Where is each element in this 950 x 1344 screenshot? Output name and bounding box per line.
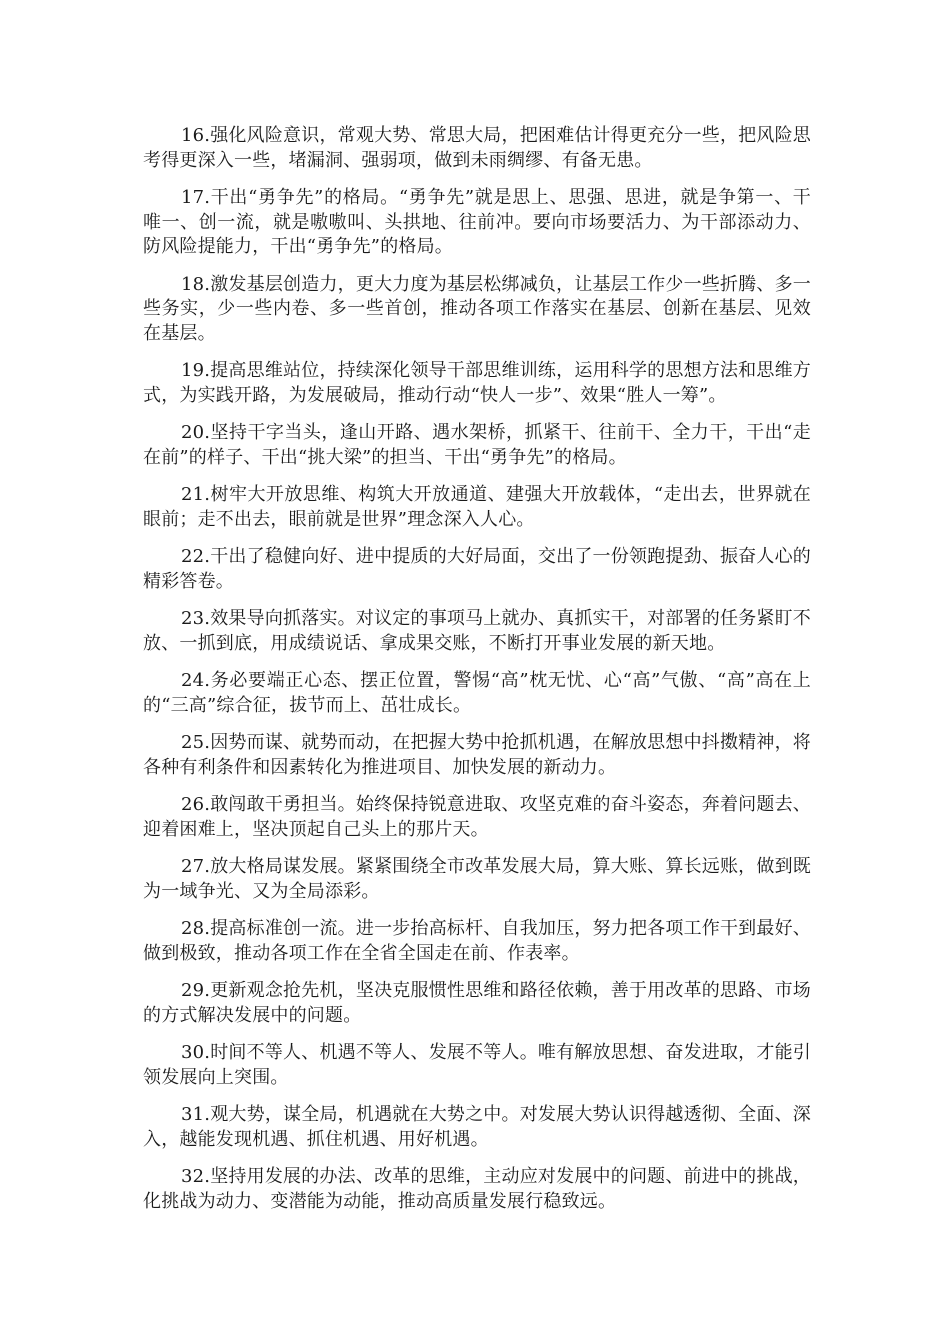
paragraph-23: 23.效果导向抓落实。对议定的事项马上就办、真抓实干，对部署的任务紧盯不放、一抓到底，用成绩说话、拿成果交账，不断打开事业发展的新天地。 (143, 608, 811, 654)
paragraph-28: 28.提高标准创一流。进一步抬高标杆、自我加压，努力把各项工作干到最好、做到极致，推动各项工作在全省全国走在前、作表率。 (143, 918, 811, 964)
paragraph-17: 17.干出“勇争先”的格局。“勇争先”就是思上、思强、思进，就是争第一、干唯一、创一流，就是嗷嗷叫、头拱地、往前冲。要向市场要活力、为干部添动力、防风险提能力，干出“勇争先”的格局。 (143, 187, 811, 257)
paragraph-24: 24.务必要端正心态、摆正位置，警惕“高”枕无忧、心“高”气傲、“高”高在上的“三高”综合征，拔节而上、茁壮成长。 (143, 670, 811, 716)
paragraph-25: 25.因势而谋、就势而动，在把握大势中抢抓机遇，在解放思想中抖擞精神，将各种有利条件和因素转化为推进项目、加快发展的新动力。 (143, 732, 811, 778)
paragraph-19: 19.提高思维站位，持续深化领导干部思维训练，运用科学的思想方法和思维方式，为实践开路，为发展破局，推动行动“快人一步”、效果“胜人一筹”。 (143, 360, 811, 406)
document-body (143, 124, 811, 1227)
paragraph-27: 27.放大格局谋发展。紧紧围绕全市改革发展大局，算大账、算长远账，做到既为一域争光、又为全局添彩。 (143, 856, 811, 902)
paragraph-26: 26.敢闯敢干勇担当。始终保持锐意进取、攻坚克难的奋斗姿态，奔着问题去、迎着困难上，坚决顶起自己头上的那片天。 (143, 794, 811, 840)
paragraph-20: 20.坚持干字当头，逢山开路、遇水架桥，抓紧干、往前干、全力干，干出“走在前”的样子、干出“挑大梁”的担当、干出“勇争先”的格局。 (143, 422, 811, 468)
paragraph-22: 22.干出了稳健向好、进中提质的大好局面，交出了一份领跑提劲、振奋人心的精彩答卷。 (143, 546, 811, 592)
paragraph-18: 18.激发基层创造力，更大力度为基层松绑减负，让基层工作少一些折腾、多一些务实，少一些内卷、多一些首创，推动各项工作落实在基层、创新在基层、见效在基层。 (143, 273, 811, 344)
paragraph-31: 31.观大势，谋全局，机遇就在大势之中。对发展大势认识得越透彻、全面、深入，越能发现机遇、抓住机遇、用好机遇。 (143, 1104, 811, 1150)
paragraph-29: 29.更新观念抢先机，坚决克服惯性思维和路径依赖，善于用改革的思路、市场的方式解决发展中的问题。 (143, 980, 811, 1026)
paragraph-30: 30.时间不等人、机遇不等人、发展不等人。唯有解放思想、奋发进取，才能引领发展向上突围。 (143, 1042, 811, 1088)
paragraph-21: 21.树牢大开放思维、构筑大开放通道、建强大开放载体，“走出去，世界就在眼前；走不出去，眼前就是世界”理念深入人心。 (143, 484, 811, 530)
paragraph-16: 16.强化风险意识，常观大势、常思大局，把困难估计得更充分一些，把风险思考得更深入一些，堵漏洞、强弱项，做到未雨绸缪、有备无患。 (143, 125, 811, 171)
paragraph-32: 32.坚持用发展的办法、改革的思维，主动应对发展中的问题、前进中的挑战，化挑战为动力、变潜能为动能，推动高质量发展行稳致远。 (143, 1166, 811, 1212)
